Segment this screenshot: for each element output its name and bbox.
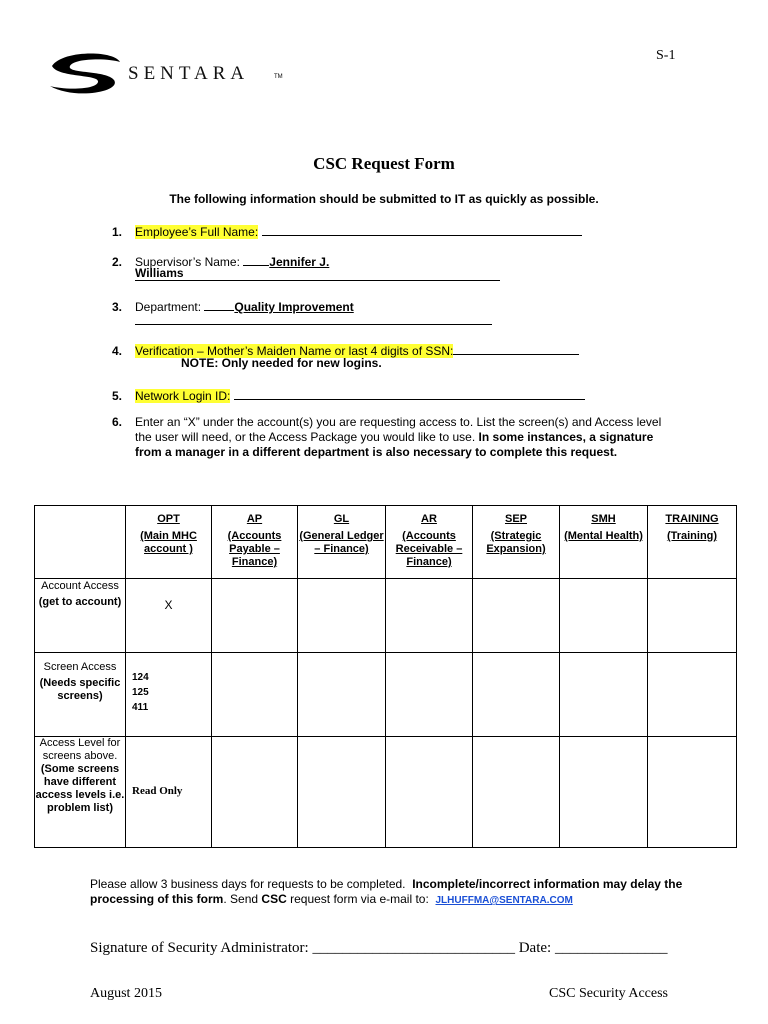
cell-sep-account-access[interactable] [473,579,560,653]
table-corner-cell [35,506,126,579]
cell-ar-account-access[interactable] [386,579,473,653]
column-header-sep: SEP (Strategic Expansion) [473,506,560,579]
column-header-gl: GL (General Ledger – Finance) [298,506,386,579]
cell-training-access-level[interactable] [648,737,737,848]
form-intro: The following information should be submitted to IT as quickly as possible. [169,192,599,206]
cell-opt-access-level[interactable]: Read Only [126,737,212,848]
table-header-row [35,506,737,579]
supervisor-name-label: Supervisor’s Name: [135,255,240,269]
cell-opt-screen-access[interactable]: 124 125 411 [126,653,212,737]
logo-trademark: TM [274,74,283,80]
item-employee-name [112,222,582,239]
item-number: 6. [112,415,123,429]
column-header-training: TRAINING (Training) [648,506,737,579]
cell-opt-account-access[interactable]: X [126,579,212,653]
department-value[interactable]: Quality Improvement [234,300,354,314]
verification-label: Verification – Mother’s Maiden Name or last 4 digits of SSN: [135,344,454,358]
sentara-logo [44,52,284,96]
department-label: Department: [135,300,202,314]
table-row-access-level [35,737,737,848]
row-label-account-access: Account Access (get to account) [35,579,126,653]
verification-field[interactable] [453,341,579,355]
supervisor-name-value-line2: Williams [135,266,500,281]
cell-gl-access-level[interactable] [298,737,386,848]
instructions-text: Enter an “X” under the account(s) you are requesting access to. List the screen(s) and Access level the user will need, or the Access Package you would like to use. [135,415,662,444]
column-header-opt: OPT (Main MHC account ) [126,506,212,579]
department-field-line[interactable] [135,311,492,325]
item-number: 2. [112,255,123,269]
cell-sep-screen-access[interactable] [473,653,560,737]
employee-name-label: Employee’s Full Name: [135,225,259,239]
logo-wordmark: SENTARA [128,63,250,84]
item-instructions [112,415,672,459]
cell-training-screen-access[interactable] [648,653,737,737]
cell-gl-screen-access[interactable] [298,653,386,737]
cell-smh-account-access[interactable] [560,579,648,653]
page-code: S-1 [656,48,676,63]
column-header-ap: AP (Accounts Payable – Finance) [212,506,298,579]
email-link[interactable]: JLHUFFMA@SENTARA.COM [435,895,573,906]
row-label-access-level: Access Level for screens above. (Some screens have different access levels i.e. problem list) [35,737,126,848]
cell-smh-access-level[interactable] [560,737,648,848]
access-table [34,505,737,848]
signature-line: Signature of Security Administrator: ___________________________ Date: _______________ [90,940,668,956]
instructions-bold-text: In some instances, a signature from a manager in a different department is also necessary to complete this request. [135,430,654,459]
employee-name-field[interactable] [262,222,582,236]
table-row-account-access [35,579,737,653]
item-number: 5. [112,389,123,403]
table-row-screen-access [35,653,737,737]
form-title: CSC Request Form [313,154,455,173]
cell-ap-account-access[interactable] [212,579,298,653]
processing-note: Please allow 3 business days for requests to be completed. Incomplete/incorrect information may delay the processing of this form. Send CSC request form via e-mail to: JLHUFFMA@SENTARA.COM [90,877,683,906]
network-login-label: Network Login ID: [135,389,231,403]
network-login-field[interactable] [234,386,585,400]
row-label-screen-access: Screen Access (Needs specific screens) [35,653,126,737]
cell-ap-access-level[interactable] [212,737,298,848]
cell-ar-access-level[interactable] [386,737,473,848]
item-number: 4. [112,344,123,358]
cell-gl-account-access[interactable] [298,579,386,653]
footer-doc-name: CSC Security Access [549,986,668,1001]
cell-sep-access-level[interactable] [473,737,560,848]
cell-training-account-access[interactable] [648,579,737,653]
cell-ar-screen-access[interactable] [386,653,473,737]
footer-date: August 2015 [90,986,162,1001]
cell-ap-screen-access[interactable] [212,653,298,737]
column-header-smh: SMH (Mental Health) [560,506,648,579]
item-number: 3. [112,300,123,314]
supervisor-name-value[interactable]: Jennifer J. [269,255,330,269]
verification-note: NOTE: Only needed for new logins. [181,356,382,370]
sentara-swirl-icon [44,52,124,96]
cell-smh-screen-access[interactable] [560,653,648,737]
column-header-ar: AR (Accounts Receivable – Finance) [386,506,473,579]
item-number: 1. [112,225,123,239]
item-network-login [112,386,585,403]
